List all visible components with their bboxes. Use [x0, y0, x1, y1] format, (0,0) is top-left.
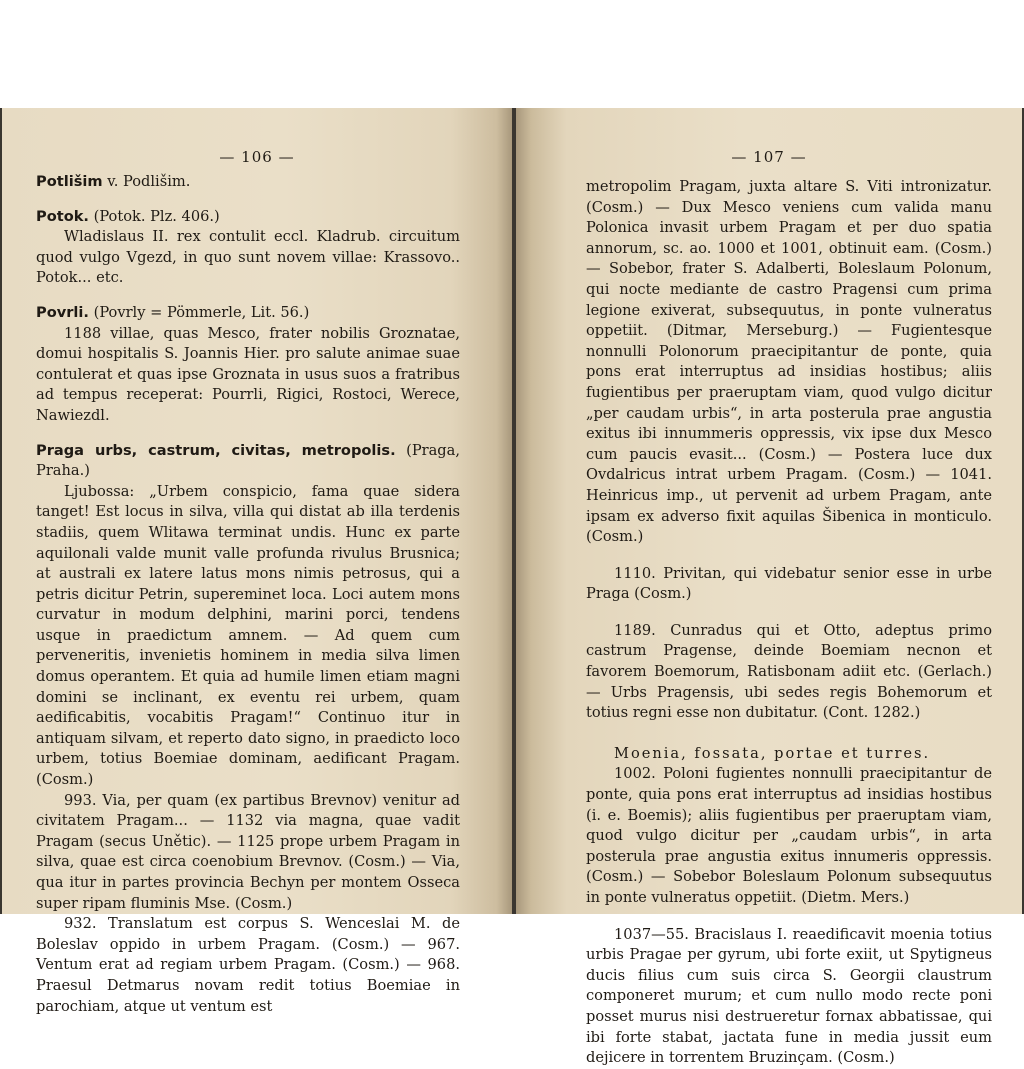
entry-povrli	[36, 303, 460, 427]
entry-headword: Povrli.	[36, 303, 89, 321]
entry-reference: (Praga, Praha.)	[36, 441, 460, 480]
entry-paragraph: Wladislaus II. rex contulit eccl. Kladrub. circuitum quod vulgo Vgezd, in quo sunt novem villae: Krassovo.. Potok... etc.	[36, 228, 460, 287]
page-number-right: — 107 —	[731, 148, 807, 166]
entry-reference: (Potok. Plz. 406.)	[88, 207, 220, 225]
entry-headword: Potlišim	[36, 173, 103, 190]
entry-headword: Potok.	[36, 207, 89, 225]
right-page	[516, 108, 1022, 1067]
section-subheading: Moenia, fossata, portae et turres.	[614, 744, 931, 762]
paragraph: 1037—55. Bracislaus I. reaedificavit moenia totius urbis Pragae per gyrum, ubi forte exiit, ut Spytigneus ducis filius cum suis circa S. Georgii claustrum componeret murum; et cum nullo modo recte poni posset murus nisi destrueretur fornax abbatissae, qui ibi forte stabat, jactata fune in media jussit eum dejicere in torrentem Bruzinçam. (Cosm.)	[586, 925, 992, 1067]
entry-reference: (Povrly = Pömmerle, Lit. 56.)	[88, 303, 310, 321]
paragraph: 1110. Privitan, qui videbatur senior esse in urbe Praga (Cosm.)	[586, 564, 992, 603]
entry-paragraph: Ljubossa: „Urbem conspicio, fama quae sidera tanget! Est locus in silva, villa qui distat ab illa terdenis stadiis, quem Wlitawa terminat undis. Hunc ex parte aquilonali valde munit valle profunda rivulus Brusnica; at australi ex latere latus mons nimis petrosus, qui a petris dicitur Petrin, supereminet loca. Loci autem mons curvatur in modum delphini, marini porci, tendens usque in praedictum amnem. — Ad quem cum perveneritis, invenietis hominem in media silva limen domus operantem. Et quia ad humile limen etiam magni domini se inclinant, ex eventu rei urbem, quam aedificabitis, vocabitis Pragam!“ Continuo itur in antiquam silvam, et reperto dato signo, in praedicto loco urbem, totius Boemiae dominam, aedificant Pragam. (Cosm.)	[36, 482, 460, 789]
open-book-spread	[0, 108, 1024, 1067]
paragraph: 1002. Poloni fugientes nonnulli praecipitantur de ponte, quia pons erat interruptus ad insidias hostibus (i. e. Boemis); aliis fugientibus per praeruptam viam, quod vulgo dicitur per „caudam urbis“, in arta posterula prae angustia exitus innumeris oppressis. (Cosm.) — Sobebor Boleslaum Polonum subsequutus in ponte vulneratus oppetiit. (Dietm. Mers.)	[586, 765, 992, 906]
paragraph: 1189. Cunradus qui et Otto, adeptus primo castrum Pragense, deinde Boemiam necnon et favorem Boemorum, Ratisbonam adiit etc. (Gerlach.) — Urbs Pragensis, ubi sedes regis Bohemorum et totius regni esse non dubitatur. (Cont. 1282.)	[586, 621, 992, 722]
entry-paragraph: 993. Via, per quam (ex partibus Brevnov) venitur ad civitatem Pragam... — 1132 via magna, quae vadit Pragam (secus Unětic). — 1125 prope urbem Pragam in silva, quae est circa coenobium Brevnov. (Cosm.) — Via, qua itur in partes provincia Bechyn per montem Osseca super ripam fluminis Mse. (Cosm.)	[36, 791, 460, 912]
entry-potok	[36, 207, 460, 289]
page-number-left: — 106 —	[219, 148, 295, 166]
entry-reference: v. Podlišim.	[102, 173, 191, 190]
entry-paragraph: 1188 villae, quas Mesco, frater nobilis Groznatae, domui hospitalis S. Joannis Hier. pro salute animae suae contulerat et quas ipse Groznata in usus suos a fratribus ad tempus receperat: Pourrli, Rigici, Rostoci, Werece, Nawiezdl.	[36, 324, 460, 424]
entry-praga	[36, 441, 460, 1018]
continued-paragraph: metropolim Pragam, juxta altare S. Viti intronizatur. (Cosm.) — Dux Mesco veniens cum valida manu Polonica invasit urbem Pragam et per duo spatia annorum, sc. ao. 1000 et 1001, obtinuit eam. (Cosm.) — Sobebor, frater S. Adalberti, Boleslaum Polonum, qui nocte mediante de castro Pragensi cum prima legione exiverat, subsequutus, in ponte vulneratus oppetiit. (Ditmar, Merseburg.) — Fugientesque nonnulli Polonorum praecipitantur de ponte, quia pons erat interruptus ad insidias hostibus; aliis fugientibus per praeruptam viam, quod vulgo dicitur „per caudam urbis“, in arta posterula prae angustia exitus ibi innummeris oppressis, vix ipse dux Mesco cum paucis evasit... (Cosm.) — Postera luce dux Ovdalricus intrat urbem Pragam. (Cosm.) — 1041. Heinricus imp., ut pervenit ad urbem Pragam, ante ipsam ex adverso fixit aquilas Šibenica in monticulo. (Cosm.)	[586, 178, 992, 546]
left-page-text	[36, 172, 460, 1017]
right-page-text	[586, 177, 992, 1069]
entry-potlisim	[36, 172, 460, 193]
entry-headword: Praga urbs, castrum, civitas, metropolis.	[36, 441, 396, 459]
entry-paragraph: 932. Translatum est corpus S. Wenceslai M. de Boleslav oppido in urbem Pragam. (Cosm.) — 967. Ventum erat ad regiam urbem Pragam. (Cosm.) — 968. Praesul Detmarus novam redit totius Boemiae in parochiam, atque ut ventum est	[36, 915, 460, 1015]
left-page	[2, 108, 512, 1015]
